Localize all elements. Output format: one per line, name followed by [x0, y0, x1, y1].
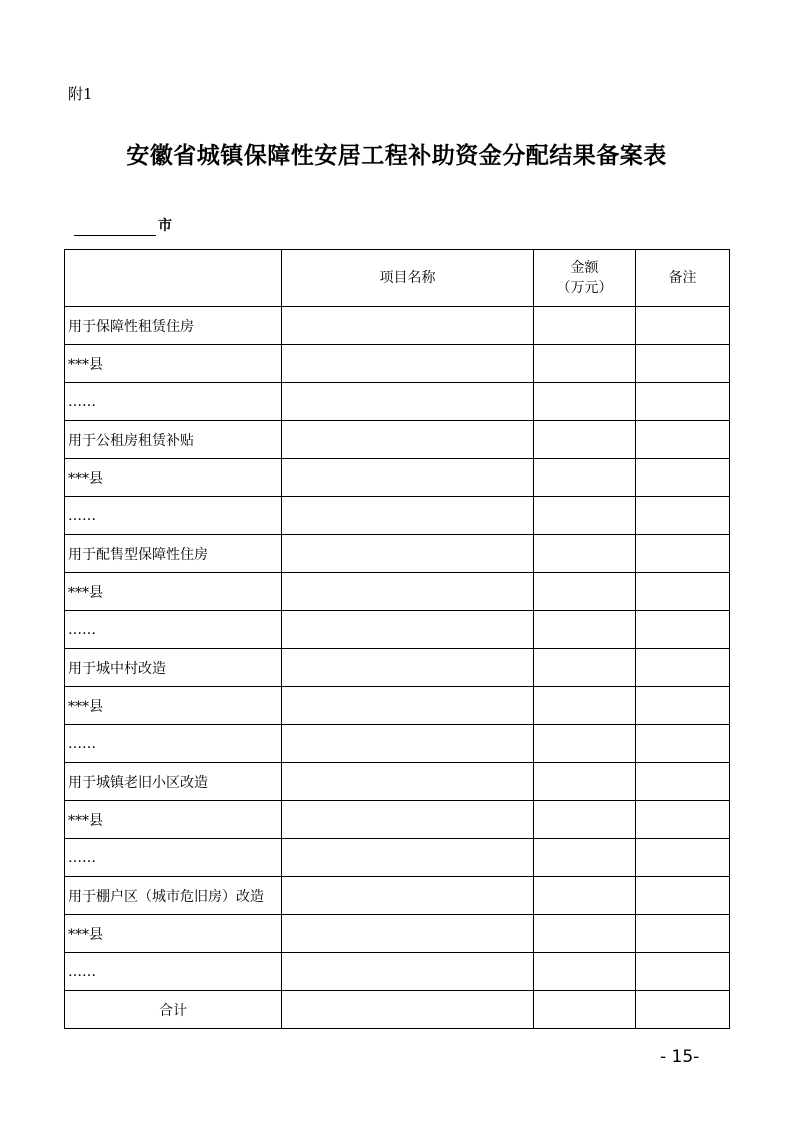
amount-cell[interactable] — [534, 611, 636, 649]
document-title: 安徽省城镇保障性安居工程补助资金分配结果备案表 — [126, 143, 667, 169]
header-amount-label: 金额 — [570, 260, 599, 276]
project-name-cell[interactable] — [282, 345, 534, 383]
remarks-cell[interactable] — [636, 383, 730, 421]
project-name-cell[interactable] — [282, 535, 534, 573]
row-label: 用于城中村改造 — [65, 649, 282, 687]
project-name-cell[interactable] — [282, 801, 534, 839]
city-blank-line — [74, 219, 156, 236]
amount-cell[interactable] — [534, 953, 636, 991]
row-label: ***县 — [65, 687, 282, 725]
row-label: ***县 — [65, 573, 282, 611]
project-name-cell[interactable] — [282, 725, 534, 763]
project-name-cell[interactable] — [282, 611, 534, 649]
header-amount — [534, 250, 636, 307]
amount-cell[interactable] — [534, 573, 636, 611]
table-row — [65, 725, 730, 763]
remarks-cell[interactable] — [636, 611, 730, 649]
project-name-cell[interactable] — [282, 953, 534, 991]
table-row — [65, 839, 730, 877]
project-name-cell[interactable] — [282, 687, 534, 725]
table-row — [65, 611, 730, 649]
total-amount-cell[interactable] — [534, 991, 636, 1029]
remarks-cell[interactable] — [636, 497, 730, 535]
row-label: …… — [65, 953, 282, 991]
amount-cell[interactable] — [534, 915, 636, 953]
table-row — [65, 307, 730, 345]
amount-cell[interactable] — [534, 307, 636, 345]
amount-cell[interactable] — [534, 839, 636, 877]
row-label: 用于保障性租赁住房 — [65, 307, 282, 345]
row-label: …… — [65, 383, 282, 421]
project-name-cell[interactable] — [282, 763, 534, 801]
row-label: 用于公租房租赁补贴 — [65, 421, 282, 459]
amount-cell[interactable] — [534, 383, 636, 421]
row-label: …… — [65, 611, 282, 649]
table-row — [65, 687, 730, 725]
page-number: - 15- — [660, 1047, 700, 1067]
row-label: ***县 — [65, 801, 282, 839]
project-name-cell[interactable] — [282, 649, 534, 687]
table-row — [65, 383, 730, 421]
city-suffix: 市 — [158, 218, 172, 234]
amount-cell[interactable] — [534, 535, 636, 573]
attachment-label: 附1 — [68, 85, 93, 103]
project-name-cell[interactable] — [282, 459, 534, 497]
header-remarks: 备注 — [636, 250, 730, 307]
remarks-cell[interactable] — [636, 573, 730, 611]
amount-cell[interactable] — [534, 763, 636, 801]
remarks-cell[interactable] — [636, 915, 730, 953]
row-label: …… — [65, 497, 282, 535]
row-label: ***县 — [65, 915, 282, 953]
remarks-cell[interactable] — [636, 687, 730, 725]
amount-cell[interactable] — [534, 421, 636, 459]
row-label: …… — [65, 725, 282, 763]
amount-cell[interactable] — [534, 345, 636, 383]
remarks-cell[interactable] — [636, 801, 730, 839]
project-name-cell[interactable] — [282, 421, 534, 459]
remarks-cell[interactable] — [636, 307, 730, 345]
table-row — [65, 421, 730, 459]
project-name-cell[interactable] — [282, 383, 534, 421]
project-name-cell[interactable] — [282, 497, 534, 535]
row-label: …… — [65, 839, 282, 877]
amount-cell[interactable] — [534, 877, 636, 915]
row-label: ***县 — [65, 345, 282, 383]
total-remarks-cell[interactable] — [636, 991, 730, 1029]
amount-cell[interactable] — [534, 725, 636, 763]
project-name-cell[interactable] — [282, 573, 534, 611]
row-label: 用于配售型保障性住房 — [65, 535, 282, 573]
remarks-cell[interactable] — [636, 763, 730, 801]
table-row — [65, 345, 730, 383]
amount-cell[interactable] — [534, 687, 636, 725]
table-row — [65, 915, 730, 953]
table-row — [65, 801, 730, 839]
project-name-cell[interactable] — [282, 307, 534, 345]
table-row — [65, 497, 730, 535]
remarks-cell[interactable] — [636, 839, 730, 877]
table-row — [65, 535, 730, 573]
remarks-cell[interactable] — [636, 953, 730, 991]
table-body — [65, 307, 730, 991]
row-label: 用于城镇老旧小区改造 — [65, 763, 282, 801]
table-row — [65, 649, 730, 687]
total-project-cell[interactable] — [282, 991, 534, 1029]
header-project-name: 项目名称 — [282, 250, 534, 307]
row-label: ***县 — [65, 459, 282, 497]
remarks-cell[interactable] — [636, 877, 730, 915]
table-row — [65, 877, 730, 915]
table-row — [65, 953, 730, 991]
amount-cell[interactable] — [534, 649, 636, 687]
total-row — [65, 991, 730, 1029]
allocation-record-table — [64, 249, 730, 1029]
remarks-cell[interactable] — [636, 725, 730, 763]
table-row — [65, 573, 730, 611]
remarks-cell[interactable] — [636, 421, 730, 459]
remarks-cell[interactable] — [636, 535, 730, 573]
remarks-cell[interactable] — [636, 345, 730, 383]
row-label: 用于棚户区（城市危旧房）改造 — [65, 877, 282, 915]
table-header-row — [65, 250, 730, 307]
project-name-cell[interactable] — [282, 915, 534, 953]
remarks-cell[interactable] — [636, 459, 730, 497]
city-field — [74, 216, 172, 236]
amount-cell[interactable] — [534, 801, 636, 839]
table-row — [65, 459, 730, 497]
project-name-cell[interactable] — [282, 877, 534, 915]
header-amount-unit: （万元） — [556, 280, 613, 296]
project-name-cell[interactable] — [282, 839, 534, 877]
header-category — [65, 250, 282, 307]
table-row — [65, 763, 730, 801]
total-label: 合计 — [65, 991, 282, 1029]
amount-cell[interactable] — [534, 459, 636, 497]
amount-cell[interactable] — [534, 497, 636, 535]
remarks-cell[interactable] — [636, 649, 730, 687]
